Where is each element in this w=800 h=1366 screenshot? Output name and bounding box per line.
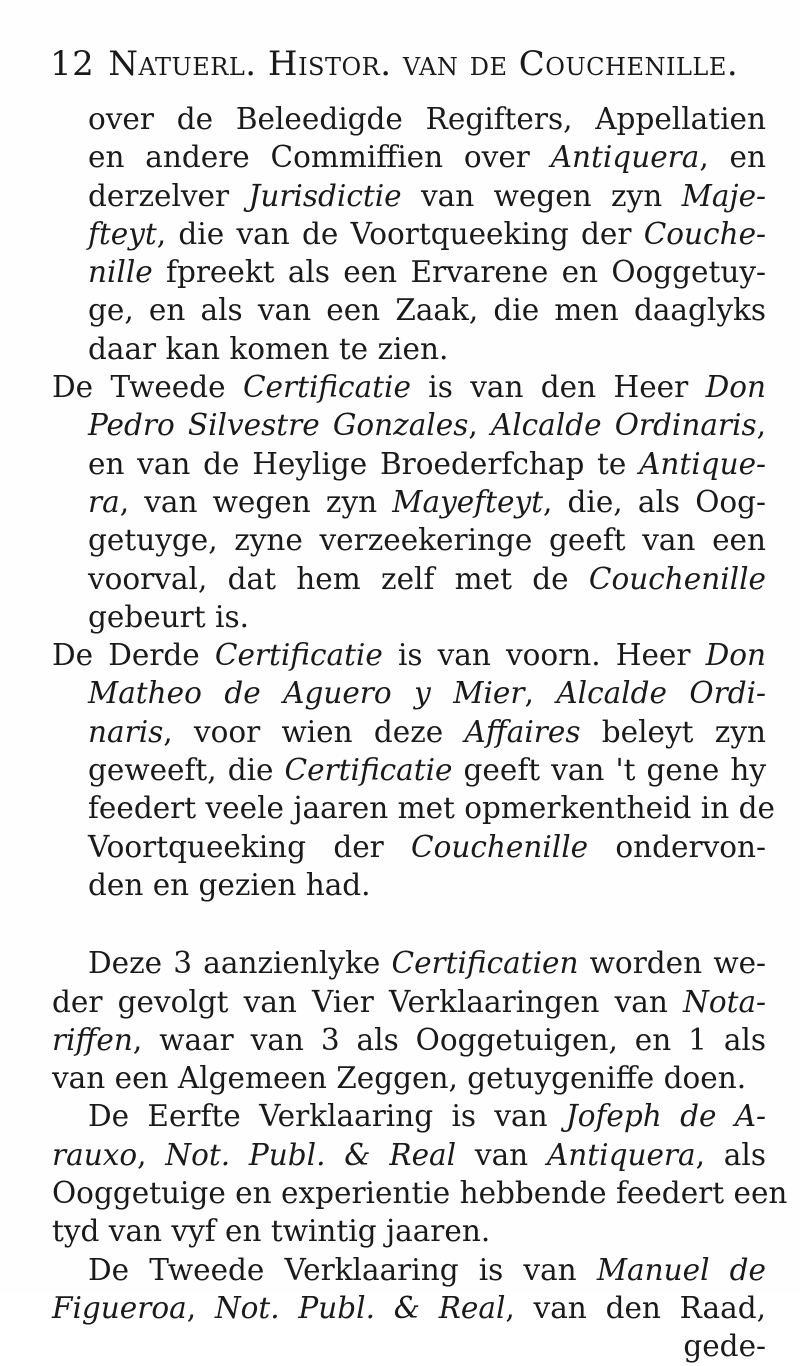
italic-text: Nota- xyxy=(683,984,766,1019)
italic-text: Couche- xyxy=(643,216,766,251)
italic-text: Alcalde Ordi- xyxy=(556,676,766,711)
italic-text: Antiquera xyxy=(550,140,700,175)
paragraph xyxy=(52,100,766,368)
paragraph xyxy=(52,1251,766,1328)
text-segment: , die, als Oog- xyxy=(542,484,766,519)
text-line xyxy=(52,483,766,521)
text-segment: De Derde xyxy=(52,638,215,673)
text-segment: ge, en als van een Zaak, die men daaglyks xyxy=(88,293,766,328)
text-line xyxy=(52,215,766,253)
text-line xyxy=(52,177,766,215)
text-line xyxy=(52,330,766,368)
text-line xyxy=(52,944,766,982)
text-line xyxy=(52,138,766,176)
italic-text: Don xyxy=(705,638,767,673)
italic-text: Alcalde Ordinaris xyxy=(490,408,757,443)
text-line xyxy=(52,983,766,1021)
text-segment: geeft van 't gene hy xyxy=(452,753,766,788)
italic-text: riffen xyxy=(52,1022,133,1057)
italic-text: Not. Publ. & Real xyxy=(214,1290,506,1325)
text-segment: , die van de Voortqueeking der xyxy=(156,216,644,251)
italic-text: Affaires xyxy=(464,714,581,749)
italic-text: Certificatie xyxy=(284,753,453,788)
text-segment: De Tweede xyxy=(52,370,243,405)
italic-text: nille xyxy=(88,255,153,290)
text-line xyxy=(52,406,766,444)
text-line xyxy=(52,560,766,598)
italic-text: Pedro Silvestre Gonzales xyxy=(88,408,469,443)
text-segment: feedert veele jaaren met opmerkentheid in de xyxy=(88,791,775,826)
body-text xyxy=(52,100,788,1366)
text-line xyxy=(52,828,766,866)
italic-text: Jofeph de A- xyxy=(565,1099,766,1134)
text-line xyxy=(52,1059,766,1097)
text-segment: daar kan komen te zien. xyxy=(88,331,449,366)
text-line xyxy=(52,751,766,789)
italic-text: Antique- xyxy=(639,446,766,481)
text-line xyxy=(52,1251,766,1289)
text-line xyxy=(52,521,766,559)
text-segment: van xyxy=(456,1137,547,1172)
text-segment: geweeft, die xyxy=(88,753,285,788)
text-segment: der gevolgt van Vier Verklaaringen van xyxy=(52,984,684,1019)
italic-text: Mayefteyt xyxy=(392,484,543,519)
text-segment: beleyt zyn xyxy=(580,714,766,749)
italic-text: Couchenille xyxy=(411,829,589,864)
text-line xyxy=(52,598,766,636)
text-segment: Ooggetuige en experientie hebbende feedert een xyxy=(52,1176,788,1211)
text-line xyxy=(52,1021,766,1059)
text-line xyxy=(52,636,766,674)
italic-text: rauxo xyxy=(52,1137,138,1172)
text-segment: , als xyxy=(695,1137,766,1172)
text-line xyxy=(52,253,766,291)
text-segment: Voortqueeking der xyxy=(88,829,412,864)
text-segment: derzelver xyxy=(88,178,249,213)
text-line xyxy=(52,1289,766,1327)
text-line xyxy=(52,445,766,483)
paragraph xyxy=(52,944,766,1097)
paragraph xyxy=(52,1097,788,1250)
text-segment: fpreekt als een Ervarene en Ooggetuy- xyxy=(152,255,766,290)
text-line xyxy=(52,1174,788,1212)
text-segment: is van voorn. Heer xyxy=(382,638,706,673)
italic-text: Certificatien xyxy=(391,946,579,981)
italic-text: Certificatie xyxy=(242,370,411,405)
italic-text: ra xyxy=(88,484,120,519)
text-segment: en andere Commiffien over xyxy=(88,140,551,175)
running-header xyxy=(50,44,770,84)
text-segment: over de Beleedigde Regifters, Appellatien xyxy=(88,102,766,136)
text-line xyxy=(52,789,775,827)
text-segment: den en gezien had. xyxy=(88,867,371,902)
text-segment: is van den Heer xyxy=(410,370,706,405)
text-segment: , xyxy=(468,408,491,443)
text-segment: , xyxy=(524,676,557,711)
text-segment: , xyxy=(186,1290,215,1325)
text-segment: van een Algemeen Zeggen, getuygeniffe doen. xyxy=(52,1061,747,1096)
italic-text: Maje- xyxy=(681,178,767,213)
paragraph xyxy=(52,368,766,636)
text-segment: , xyxy=(137,1137,166,1172)
italic-text: Antiquera xyxy=(546,1137,696,1172)
text-line xyxy=(52,1097,766,1135)
text-segment: worden we- xyxy=(578,946,767,981)
text-segment: Deze 3 aanzienlyke xyxy=(88,946,392,981)
text-line xyxy=(52,1212,766,1250)
italic-text: Couchenille xyxy=(588,561,766,596)
page-number: 12 xyxy=(50,44,95,84)
text-segment: voorval, dat hem zelf met de xyxy=(88,561,589,596)
text-segment: , en xyxy=(699,140,766,175)
text-line xyxy=(52,713,766,751)
text-line xyxy=(52,674,766,712)
italic-text: Matheo de Aguero y Mier xyxy=(88,676,525,711)
text-line xyxy=(52,100,766,138)
italic-text: fteyt xyxy=(88,216,157,251)
text-segment: De Tweede Verklaaring is van xyxy=(88,1252,597,1287)
italic-text: Manuel de xyxy=(596,1252,766,1287)
italic-text: naris xyxy=(88,714,164,749)
text-line xyxy=(52,866,766,904)
paragraph xyxy=(52,636,775,904)
text-segment: , xyxy=(756,408,766,443)
italic-text: Figueroa xyxy=(52,1290,187,1325)
text-segment: getuyge, zyne verzeekeringe geeft van een xyxy=(88,523,766,558)
running-title: Natuerl. Histor. van de Couchenille. xyxy=(108,44,739,84)
text-line xyxy=(52,1136,766,1174)
text-segment: , van den Raad, xyxy=(505,1290,766,1325)
text-segment: tyd van vyf en twintig jaaren. xyxy=(52,1214,491,1249)
italic-text: Don xyxy=(705,370,766,405)
catchword: gede- xyxy=(683,1329,766,1364)
text-segment: gebeurt is. xyxy=(88,599,249,634)
paragraph-gap xyxy=(52,904,766,944)
italic-text: Certificatie xyxy=(214,638,383,673)
text-segment: , voor wien deze xyxy=(163,714,465,749)
text-line xyxy=(52,291,766,329)
text-segment: De Eerfte Verklaaring is van xyxy=(88,1099,566,1134)
text-segment: ondervon- xyxy=(588,829,766,864)
italic-text: Jurisdictie xyxy=(248,178,402,213)
text-segment: van wegen zyn xyxy=(401,178,682,213)
text-segment: , van wegen zyn xyxy=(119,484,393,519)
text-line xyxy=(52,368,766,406)
italic-text: Not. Publ. & Real xyxy=(165,1137,457,1172)
text-segment: en van de Heylige Broederfchap te xyxy=(88,446,640,481)
text-segment: , waar van 3 als Ooggetuigen, en 1 als xyxy=(132,1022,766,1057)
